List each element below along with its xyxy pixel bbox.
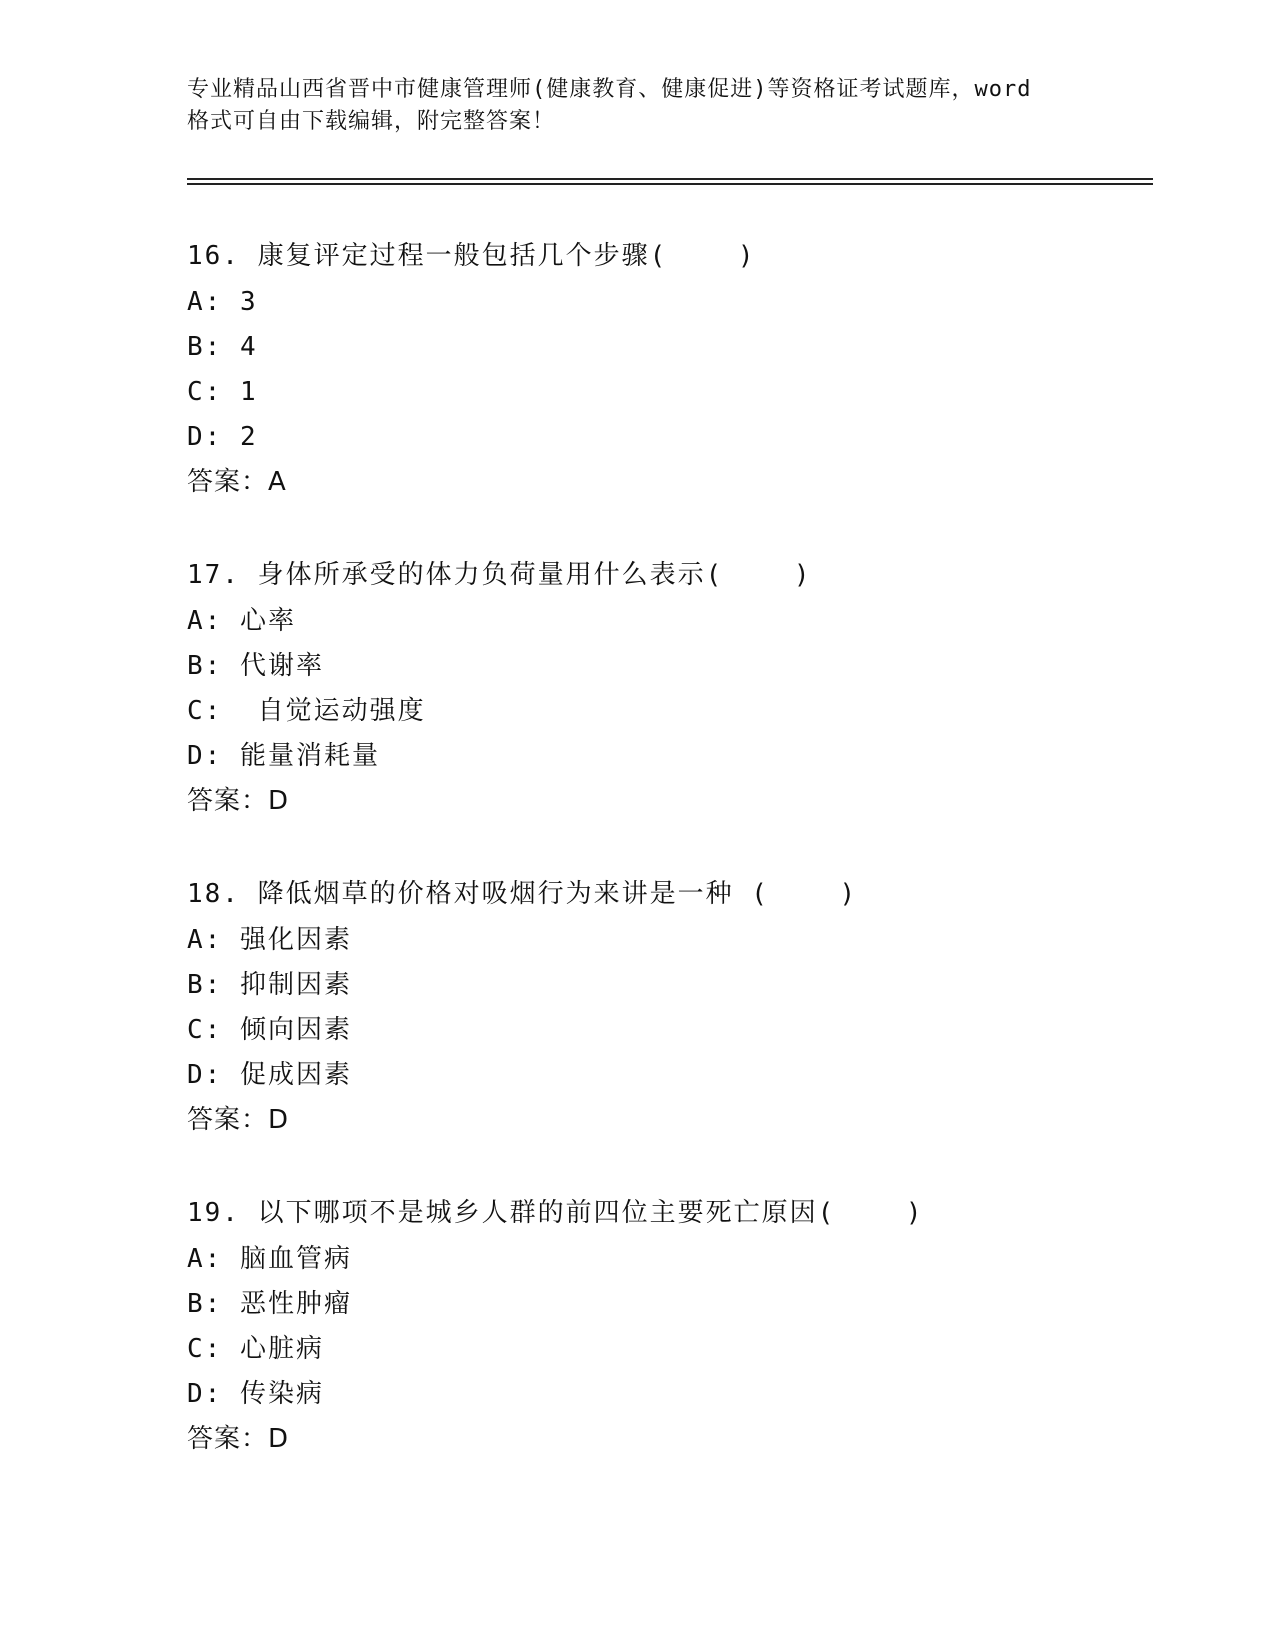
question-18: [187, 878, 1147, 1144]
question-19: [187, 1197, 1147, 1463]
header-divider-bottom: [187, 183, 1153, 185]
question-17: [187, 559, 1147, 825]
answer: 答案：A: [187, 467, 287, 497]
option-b: B: 恶性肿瘤: [187, 1289, 352, 1319]
option-c: C: 自觉运动强度: [187, 696, 426, 726]
option-d: D: 传染病: [187, 1379, 324, 1409]
answer: 答案：D: [187, 786, 290, 816]
header-line-2: 格式可自由下载编辑，附完整答案！: [187, 109, 556, 134]
option-c: C: 心脏病: [187, 1334, 324, 1364]
answer: 答案：D: [187, 1105, 290, 1135]
option-b: B: 抑制因素: [187, 970, 352, 1000]
option-a: A: 心率: [187, 606, 296, 636]
option-c: C: 1: [187, 377, 258, 407]
answer: 答案：D: [187, 1424, 290, 1454]
header-line-1: 专业精品山西省晋中市健康管理师(健康教育、健康促进)等资格证考试题库，word: [187, 77, 1032, 102]
header-divider-top: [187, 178, 1153, 180]
option-d: D: 能量消耗量: [187, 741, 380, 771]
option-a: A: 3: [187, 287, 258, 317]
option-b: B: 代谢率: [187, 651, 324, 681]
question-16: [187, 240, 1147, 506]
document-header: [187, 74, 1107, 138]
option-d: D: 2: [187, 422, 258, 452]
question-title: 16. 康复评定过程一般包括几个步骤( ): [187, 241, 756, 271]
option-c: C: 倾向因素: [187, 1015, 352, 1045]
option-d: D: 促成因素: [187, 1060, 352, 1090]
option-a: A: 强化因素: [187, 925, 352, 955]
option-a: A: 脑血管病: [187, 1244, 352, 1274]
option-b: B: 4: [187, 332, 258, 362]
question-title: 17. 身体所承受的体力负荷量用什么表示( ): [187, 560, 812, 590]
question-title: 19. 以下哪项不是城乡人群的前四位主要死亡原因( ): [187, 1198, 924, 1228]
question-title: 18. 降低烟草的价格对吸烟行为来讲是一种 ( ): [187, 879, 858, 909]
